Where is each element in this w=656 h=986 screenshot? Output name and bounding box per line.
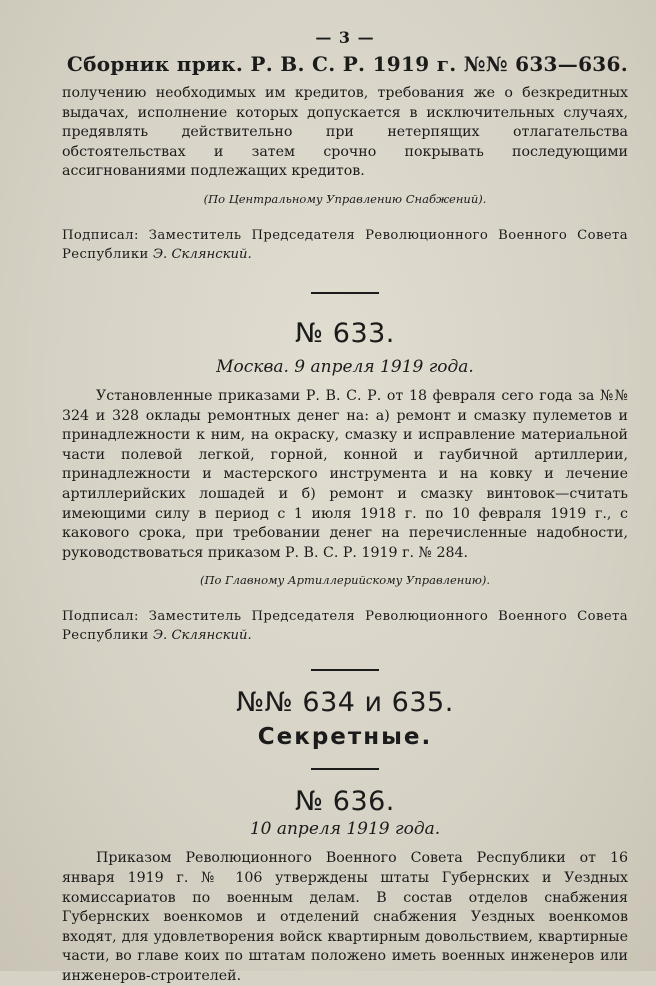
order-636-number: № 636. — [295, 786, 395, 818]
order-633-source: (По Главному Артиллерийскому Управлению). — [199, 573, 491, 588]
collection-header: Сборник прик. Р. В. С. Р. 1919 г. №№ 633—636. — [66, 52, 628, 76]
order-636-text: Приказом Революционного Военного Совета Республики от 16 января 1919 г. № 106 утверждены штаты Губернских и Уездных комиссариатов по военным делам. В состав отделов снабжения Губернских военкомов и отделений снабжения Уездных военкомов входят, для удовлетворения войск квартирным довольствием, квартирные части, во главе коих по штатам положено иметь военных инженеров или инженеров-строителей. — [62, 850, 628, 984]
section-divider — [311, 669, 379, 671]
continuation-source: (По Центральному Управлению Снабжений). — [203, 191, 487, 206]
page-number: — 3 — — [315, 28, 375, 47]
order-633-date: Москва. 9 апреля 1919 года. — [216, 356, 474, 377]
continuation-paragraph: получению необходимых им кредитов, требования же о безкредитных выдачах, исполнение которых допускается в исключительных случаях, предявлять действительно при нетерпящих отлагательства обстоятельствах и затем срочно покрывать последующими ассигнованиями подлежащих кредитов. — [62, 85, 628, 180]
order-633-text: Установленные приказами Р. В. С. Р. от 18 февраля сего года за №№ 324 и 328 оклады ремонтных денег на: а) ремонт и смазку пулеметов и принадлежности к ним, на окраску, смазку и исправление материальной части полевой легкой, горной, конной и гаубичной артиллерии, принадлежности и мастерского инструмента и на ковку и лечение артиллерийских лошадей и б) ремонт и смазку винтовок—считать имеющими силу в период с 1 июля 1918 г. по 10 февраля 1919 г., с какового срока, при требовании денег на перечисленные надобности, руководствоваться приказом Р. В. С. Р. 1919 г. № 284. — [62, 387, 628, 561]
continuation-signature — [62, 226, 628, 264]
signature-name: Э. Склянский. — [152, 246, 252, 262]
order-634-635-number: №№ 634 и 635. — [236, 687, 454, 719]
section-divider — [311, 292, 379, 294]
order-633-number: № 633. — [295, 317, 395, 349]
signature-label: Подписал: Заместитель Председателя Революционного Военного Совета Республики — [62, 227, 628, 262]
section-divider — [311, 768, 379, 770]
signature-label: Подписал: Заместитель Председателя Революционного Военного Совета Республики — [62, 609, 628, 644]
order-634-635-status: Секретные. — [257, 724, 433, 751]
order-633-signature — [62, 607, 628, 645]
order-636-date: 10 апреля 1919 года. — [249, 819, 441, 840]
signature-name: Э. Склянский. — [152, 628, 252, 644]
